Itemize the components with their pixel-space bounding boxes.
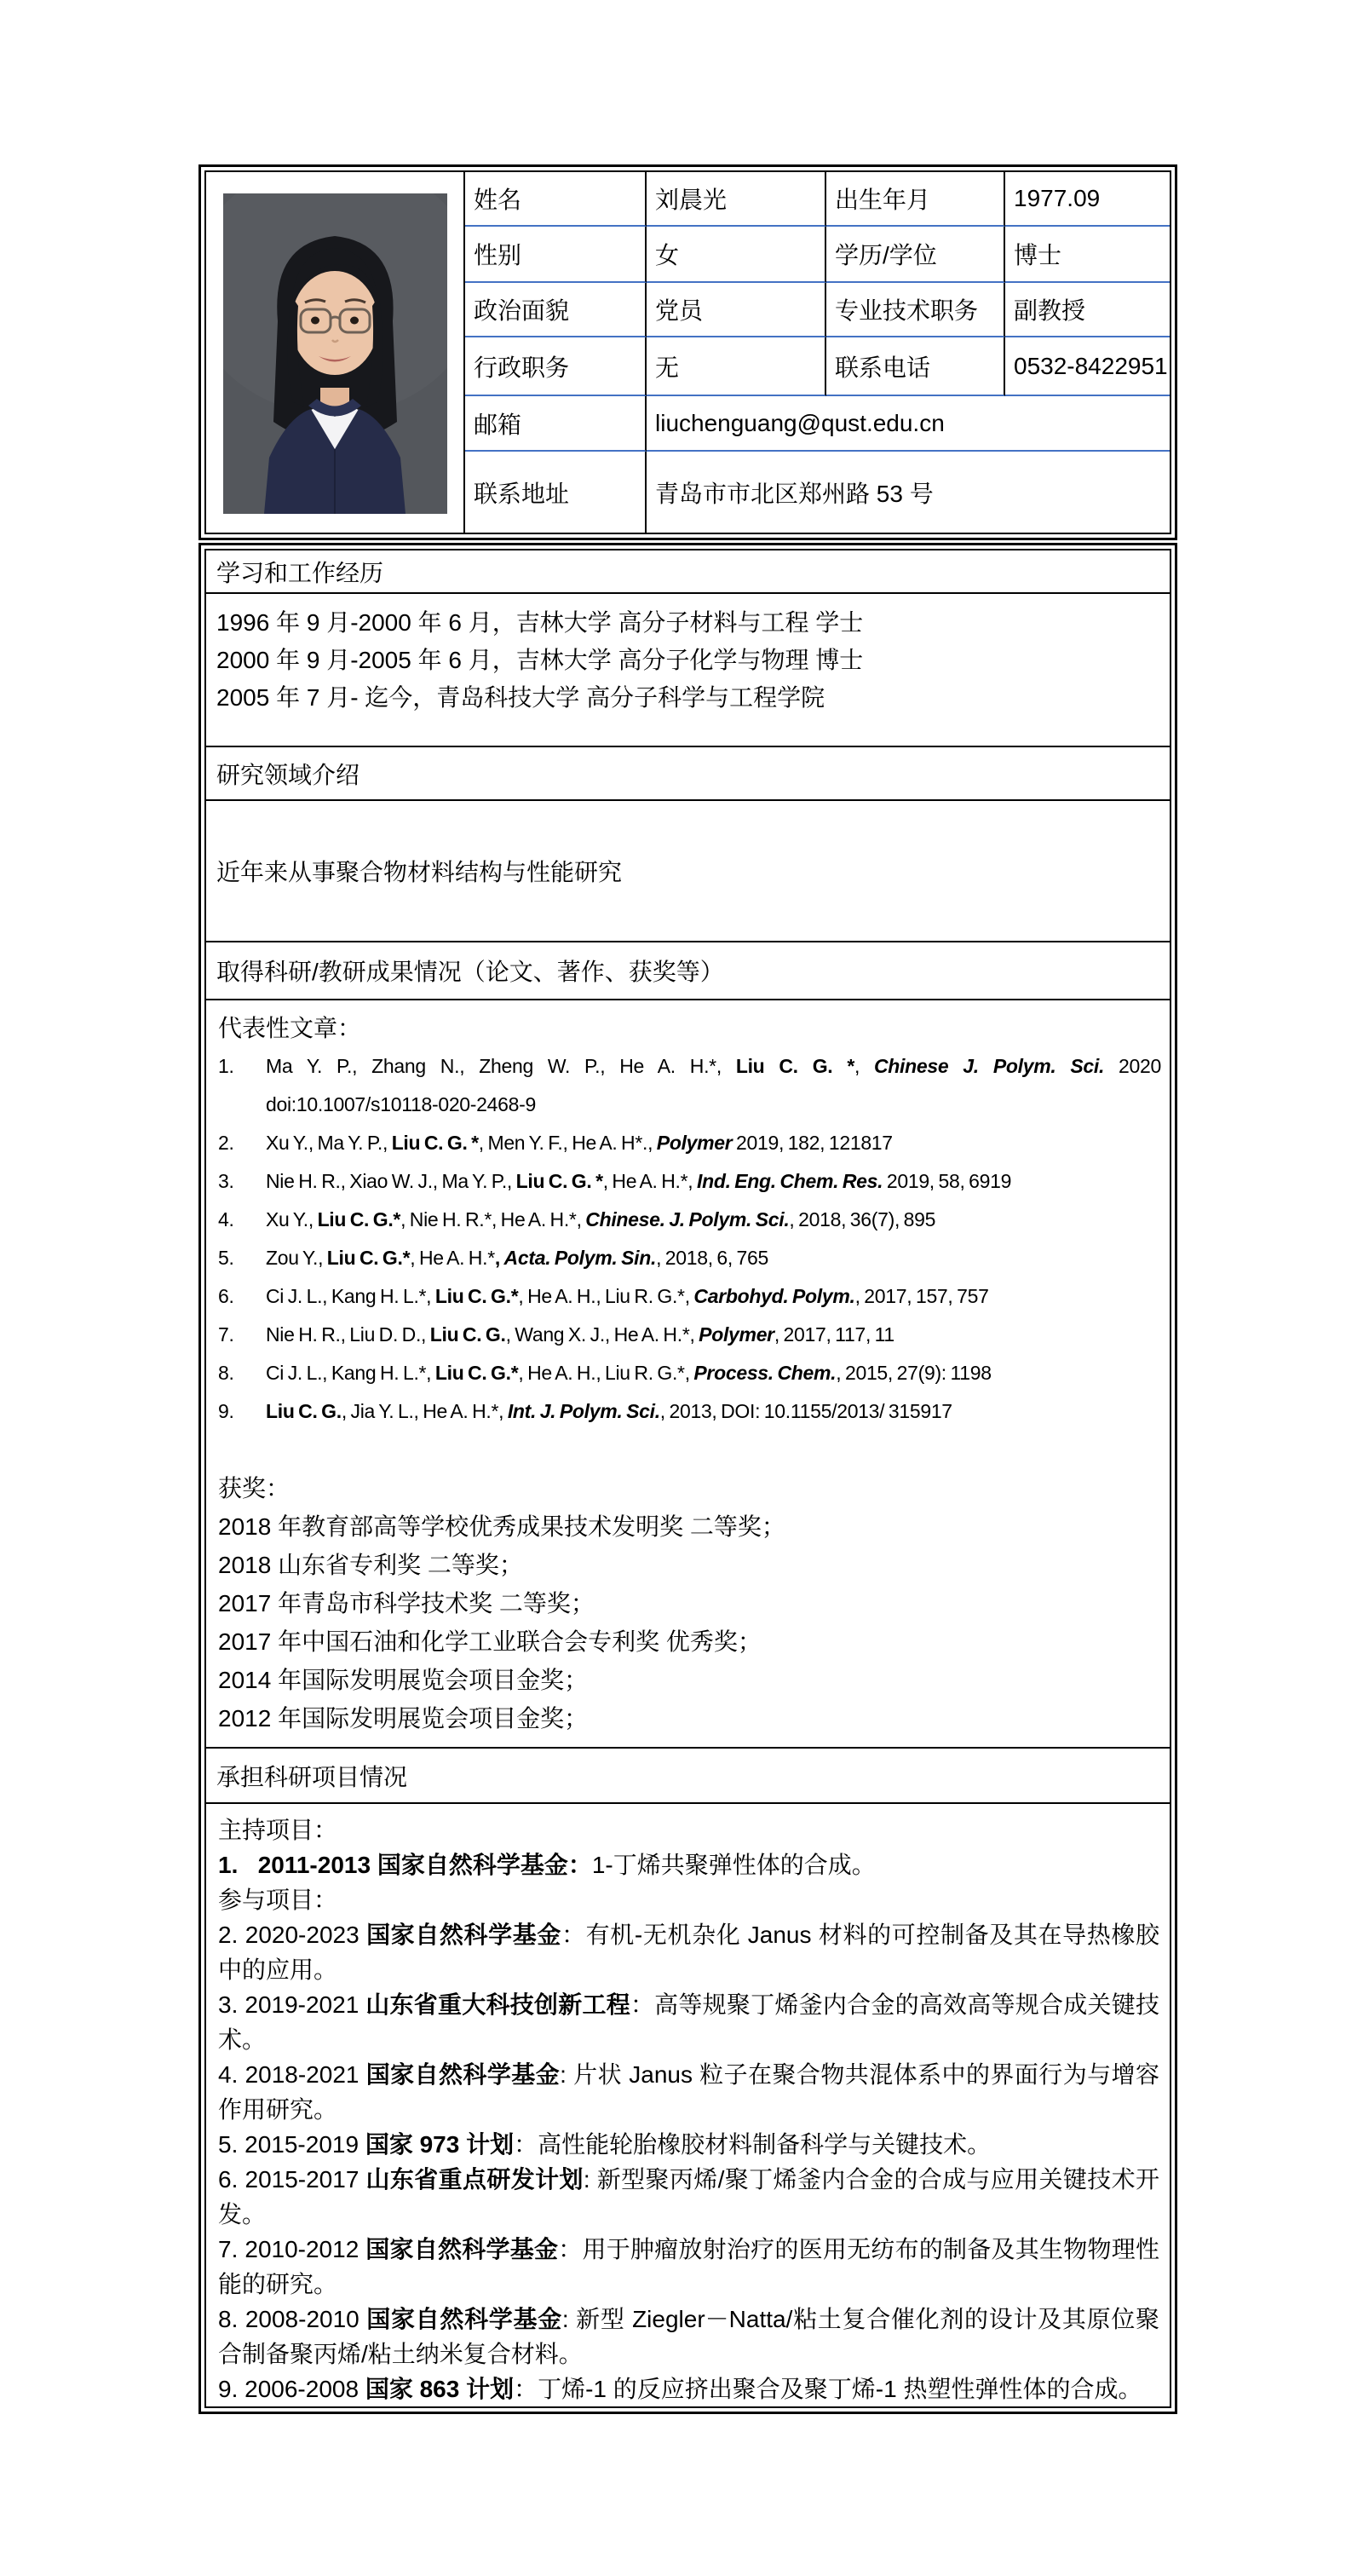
field-value-degree: 博士 (1005, 227, 1170, 283)
section-content-projects (206, 1804, 1170, 2406)
experience-line: 2000 年 9 月-2005 年 6 月，吉林大学 高分子化学与物理 博士 (216, 647, 864, 673)
section-content-achievements (206, 1000, 1170, 1749)
field-label-political: 政治面貌 (465, 283, 647, 337)
awards-heading: 获奖： (218, 1475, 290, 1501)
field-value-email: liuchenguang@qust.edu.cn (647, 396, 1170, 452)
publication-item: 3. Nie H. R., Xiao W. J., Ma Y. P., Liu C. G. *, He A. H.*, Ind. Eng. Chem. Res. 2019, 58, 6919 (218, 1170, 1012, 1192)
project-item: 9. 2006-2008 国家 863 计划：丁烯-1 的反应挤出聚合及聚丁烯-1 热塑性弹性体的合成。 (218, 2376, 1142, 2402)
field-value-admin: 无 (647, 337, 826, 396)
publication-item: 8. Ci J. L., Kang H. L.*, Liu C. G.*, He A. H., Liu R. G.*, Process. Chem., 2015, 27(9): 1198 (218, 1362, 992, 1384)
field-label-name: 姓名 (465, 172, 647, 227)
projects-lead-heading: 主持项目： (218, 1817, 338, 1843)
field-label-phone: 联系电话 (826, 337, 1005, 396)
project-item: 7. 2010-2012 国家自然科学基金：用于肿瘤放射治疗的医用无纺布的制备及其生物物理性能的研究。 (218, 2236, 1159, 2297)
profile-photo (223, 193, 447, 514)
award-item: 2014 年国际发明展览会项目金奖； (218, 1667, 589, 1693)
section-title-achievements: 取得科研/教研成果情况（论文、著作、获奖等） (206, 942, 1170, 1000)
research-summary: 近年来从事聚合物材料结构与性能研究 (216, 859, 623, 885)
field-label-admin: 行政职务 (465, 337, 647, 396)
award-item: 2018 山东省专利奖 二等奖； (218, 1552, 523, 1578)
field-label-title: 专业技术职务 (826, 283, 1005, 337)
award-item: 2017 年青岛市科学技术奖 二等奖； (218, 1590, 595, 1616)
project-item: 8. 2008-2010 国家自然科学基金: 新型 Ziegler－Natta/粘土复合催化剂的设计及其原位聚合制备聚丙烯/粘土纳米复合材料。 (218, 2306, 1159, 2367)
projects-participate-heading: 参与项目： (218, 1887, 338, 1913)
profile-table (198, 164, 1177, 540)
section-content-research (206, 801, 1170, 942)
eye (350, 317, 359, 325)
section-title-research: 研究领域介绍 (206, 747, 1170, 801)
cv-document (198, 164, 1177, 2414)
project-item: 4. 2018-2021 国家自然科学基金: 片状 Janus 粒子在聚合物共混体系中的界面行为与增容作用研究。 (218, 2061, 1159, 2123)
field-value-gender: 女 (647, 227, 826, 283)
award-item: 2012 年国际发明展览会项目金奖； (218, 1705, 589, 1732)
sections-table (198, 543, 1177, 2414)
project-item: 1. 2011-2013 国家自然科学基金：1-丁烯共聚弹性体的合成。 (218, 1852, 876, 1878)
field-value-name: 刘晨光 (647, 172, 826, 227)
publication-item: 5. Zou Y., Liu C. G.*, He A. H.*, Acta. Polym. Sin., 2018, 6, 765 (218, 1247, 769, 1269)
publication-item: 9. Liu C. G., Jia Y. L., He A. H.*, Int. J. Polym. Sci., 2013, DOI: 10.1155/2013/ 315917 (218, 1400, 952, 1422)
field-label-email: 邮箱 (465, 396, 647, 452)
field-value-birth: 1977.09 (1005, 172, 1170, 227)
publication-item: 6. Ci J. L., Kang H. L.*, Liu C. G.*, He A. H., Liu R. G.*, Carbohyd. Polym., 2017, 157, 757 (218, 1285, 989, 1307)
project-item: 5. 2015-2019 国家 973 计划：高性能轮胎橡胶材料制备科学与关键技术。 (218, 2131, 992, 2158)
field-label-gender: 性别 (465, 227, 647, 283)
eye (311, 317, 319, 325)
field-label-birth: 出生年月 (826, 172, 1005, 227)
section-title-projects: 承担科研项目情况 (206, 1749, 1170, 1804)
project-item: 3. 2019-2021 山东省重大科技创新工程：高等规聚丁烯釜内合金的高效高等规合成关键技术。 (218, 1991, 1159, 2053)
face (291, 271, 378, 375)
field-label-degree: 学历/学位 (826, 227, 1005, 283)
field-label-address: 联系地址 (465, 452, 647, 533)
section-content-experience (206, 594, 1170, 747)
project-item: 2. 2020-2023 国家自然科学基金：有机-无机杂化 Janus 材料的可控制备及其在导热橡胶中的应用。 (218, 1922, 1159, 1983)
field-value-title: 副教授 (1005, 283, 1170, 337)
experience-line: 2005 年 7 月- 迄今，青岛科技大学 高分子科学与工程学院 (216, 684, 825, 711)
publication-item: 7. Nie H. R., Liu D. D., Liu C. G., Wang X. J., He A. H.*, Polymer, 2017, 117, 11 (218, 1323, 894, 1346)
award-item: 2018 年教育部高等学校优秀成果技术发明奖 二等奖； (218, 1513, 785, 1540)
photo-cell (206, 172, 465, 533)
field-value-address: 青岛市市北区郑州路 53 号 (655, 480, 934, 507)
section-title-experience: 学习和工作经历 (206, 550, 1170, 594)
publication-item: 2. Xu Y., Ma Y. P., Liu C. G. *, Men Y. F., He A. H*., Polymer 2019, 182, 121817 (218, 1132, 893, 1154)
award-item: 2017 年中国石油和化学工业联合会专利奖 优秀奖； (218, 1628, 762, 1655)
papers-heading: 代表性文章： (218, 1015, 362, 1041)
experience-line: 1996 年 9 月-2000 年 6 月，吉林大学 高分子材料与工程 学士 (216, 609, 864, 636)
field-value-phone: 0532-8422951 (1005, 337, 1170, 396)
field-value-political: 党员 (647, 283, 826, 337)
publication-doi: doi:10.1007/s10118-020-2468-9 (266, 1093, 536, 1115)
project-item: 6. 2015-2017 山东省重点研发计划: 新型聚丙烯/聚丁烯釜内合金的合成与应用关键技术开发。 (218, 2166, 1159, 2227)
publication-item: 4. Xu Y., Liu C. G.*, Nie H. R.*, He A. H.*, Chinese. J. Polym. Sci., 2018, 36(7), 895 (218, 1208, 936, 1230)
publication-item: 1. Ma Y. P., Zhang N., Zheng W. P., He A. H.*, Liu C. G. *, Chinese J. Polym. Sci. 2020 doi:10.1007/s10118-020-2468-9 (218, 1047, 1161, 1124)
